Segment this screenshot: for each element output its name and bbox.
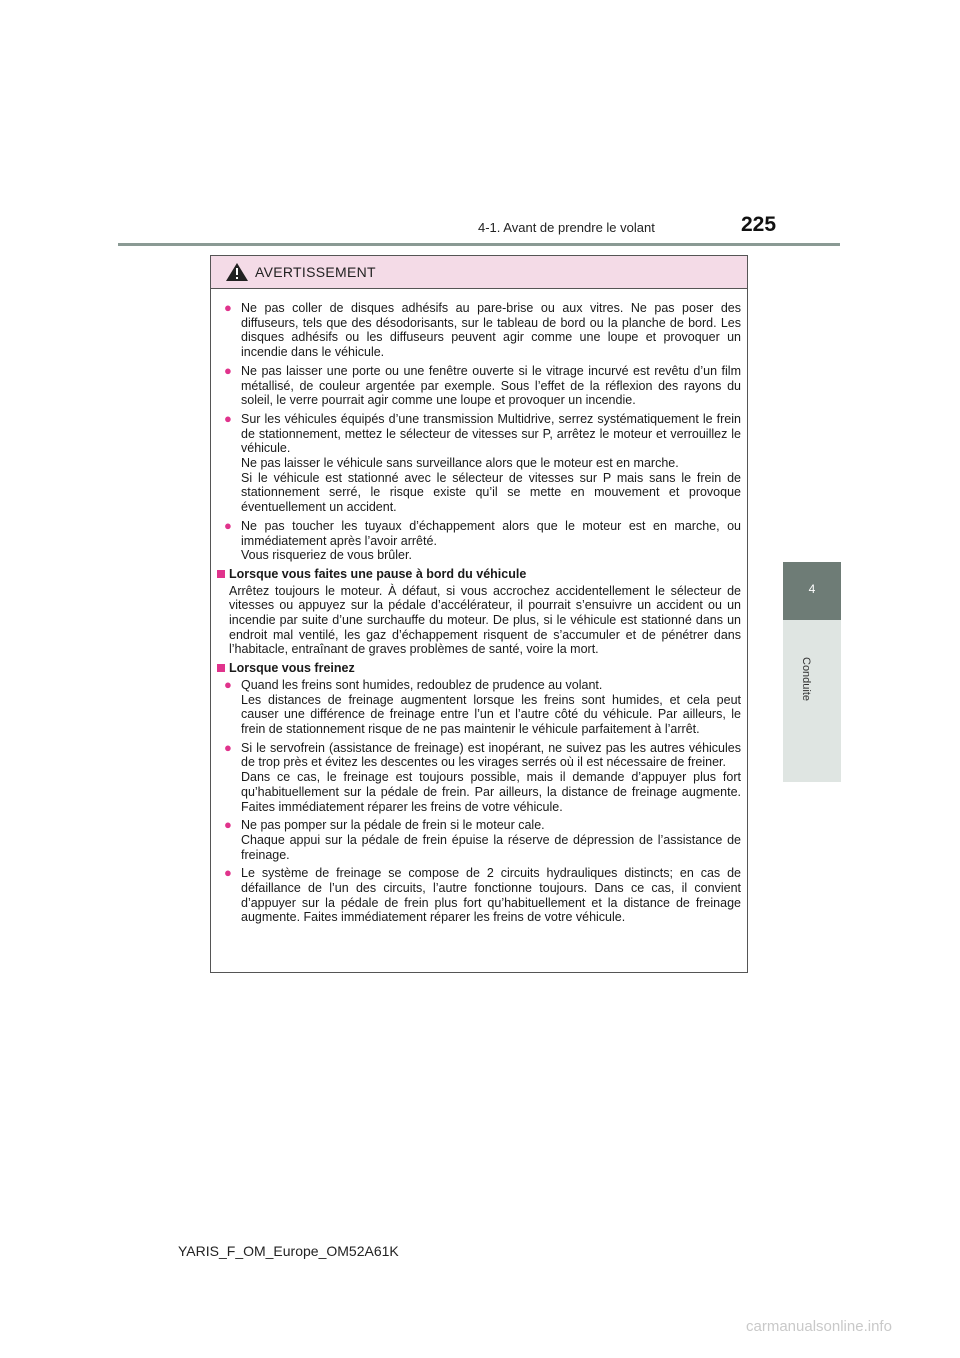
chapter-tab[interactable] xyxy=(783,562,841,620)
list-item xyxy=(217,818,741,862)
bullet-icon: ● xyxy=(224,410,232,426)
chapter-strip xyxy=(783,620,841,782)
list-item xyxy=(217,678,741,737)
header-rule xyxy=(118,243,840,246)
list-item xyxy=(217,412,741,515)
bullet-icon: ● xyxy=(224,517,232,533)
list-item xyxy=(217,519,741,563)
item-text: Vous risqueriez de vous brûler. xyxy=(241,548,412,563)
section-title: Lorsque vous freinez xyxy=(229,661,355,676)
item-text: Ne pas laisser le véhicule sans surveillance alors que le moteur est en marche. xyxy=(241,456,679,471)
item-text: Ne pas laisser une porte ou une fenêtre ouverte si le vitrage incurvé est revêtu d’un film métallisé, de couleur argentée par exemple. Sous l’effet de la réflexion des rayons du soleil, le verre pourrait agir comme une loupe et provoquer un incendie. xyxy=(241,363,741,408)
item-text: Si le servofrein (assistance de freinage) est inopérant, ne suivez pas les autres véhicules de trop près et évitez les descentes ou les virages serrés où il est nécessaire de freiner. xyxy=(241,740,741,770)
section-brake xyxy=(217,661,741,676)
section-text: Arrêtez toujours le moteur. À défaut, si vous accrochez accidentellement le sélecteur de vitesses ou appuyez sur la pédale d’accélérateur, il pourrait s’ensuivre un accident ou un incendie par suite d’une surchauffe du moteur. De plus, si le véhicule est stationné dans un endroit mal ventilé, les gaz d’échappement risquent de s’accumuler et de pénétrer dans l’habitacle, entraînant de graves problèmes de santé, voire la mort. xyxy=(229,583,741,657)
item-text: Les distances de freinage augmentent lorsque les freins sont humides, et cela peut causer une différence de freinage entre l’un et l’autre côté du véhicule. Par ailleurs, le frein de stationnement risque de ne pas maintenir le véhicule parfaitement à l’arrêt. xyxy=(241,692,741,736)
watermark: carmanualsonline.info xyxy=(746,1318,892,1335)
item-text: Si le véhicule est stationné avec le sélecteur de vitesses sur P mais sans le frein de stationnement serré, le risque existe qu’il se mette en mouvement et provoque éventuellement un accident. xyxy=(241,470,741,515)
bullet-icon: ● xyxy=(224,362,232,378)
item-text: Chaque appui sur la pédale de frein épuise la réserve de dépression de l’assistance de freinage. xyxy=(241,832,741,862)
warning-body xyxy=(211,289,747,925)
item-text: Quand les freins sont humides, redoublez de prudence au volant. xyxy=(241,677,603,692)
header-section-title: 4-1. Avant de prendre le volant xyxy=(478,220,655,235)
bullet-icon: ● xyxy=(224,739,232,755)
item-text: Le système de freinage se compose de 2 circuits hydrauliques distincts; en cas de défaillance de l’un des circuits, l’autre fonctionne toujours. Dans ce cas, il convient d’appuyer sur la pédale de frein plus fort qu’habituellement et la distance de freinage augmente. Faites immédiatement réparer les freins de votre véhicule. xyxy=(241,866,741,925)
list-item xyxy=(217,741,741,815)
bullet-icon: ● xyxy=(224,676,232,692)
square-bullet-icon xyxy=(217,570,225,578)
warning-box xyxy=(210,255,748,973)
bullet-icon: ● xyxy=(224,300,232,315)
warning-triangle-icon xyxy=(225,262,249,282)
page-number: 225 xyxy=(741,213,777,236)
brake-items xyxy=(217,678,741,925)
footer-doc-code: YARIS_F_OM_Europe_OM52A61K xyxy=(178,1243,399,1259)
list-item xyxy=(217,364,741,408)
warning-header xyxy=(211,256,747,289)
item-text: Ne pas pomper sur la pédale de frein si le moteur cale. xyxy=(241,818,545,833)
bullet-icon: ● xyxy=(224,865,232,881)
chapter-number: 4 xyxy=(808,582,816,596)
item-text: Ne pas coller de disques adhésifs au pare-brise ou aux vitres. Ne pas poser des diffuseurs, tels que des désodorisants, sur le tableau de bord ou la planche de bord. Les disques adhésifs ou les diffuseurs peuvent agir comme une loupe et provoquer un incendie dans le véhicule. xyxy=(241,301,741,360)
section-title: Lorsque vous faites une pause à bord du véhicule xyxy=(229,566,527,581)
item-text: Dans ce cas, le freinage est toujours possible, mais il demande d’appuyer plus fort qu’habituellement sur la pédale de frein. Par ailleurs, la distance de freinage augmente. Faites immédiatement réparer les freins de votre véhicule. xyxy=(241,770,741,814)
list-item xyxy=(217,301,741,360)
item-text: Sur les véhicules équipés d’une transmission Multidrive, serrez systématiquement le frein de stationnement, mettez le sélecteur de vitesses sur P, arrêtez le moteur et verrouillez le véhicule. xyxy=(241,411,741,456)
warning-title: AVERTISSEMENT xyxy=(255,264,376,280)
section-pause xyxy=(217,567,741,582)
chapter-label: Conduite xyxy=(800,657,812,702)
square-bullet-icon xyxy=(217,664,225,672)
list-item xyxy=(217,866,741,925)
bullet-icon: ● xyxy=(224,817,232,833)
item-text: Ne pas toucher les tuyaux d’échappement alors que le moteur est en marche, ou immédiatement après l’avoir arrêté. xyxy=(241,518,741,548)
